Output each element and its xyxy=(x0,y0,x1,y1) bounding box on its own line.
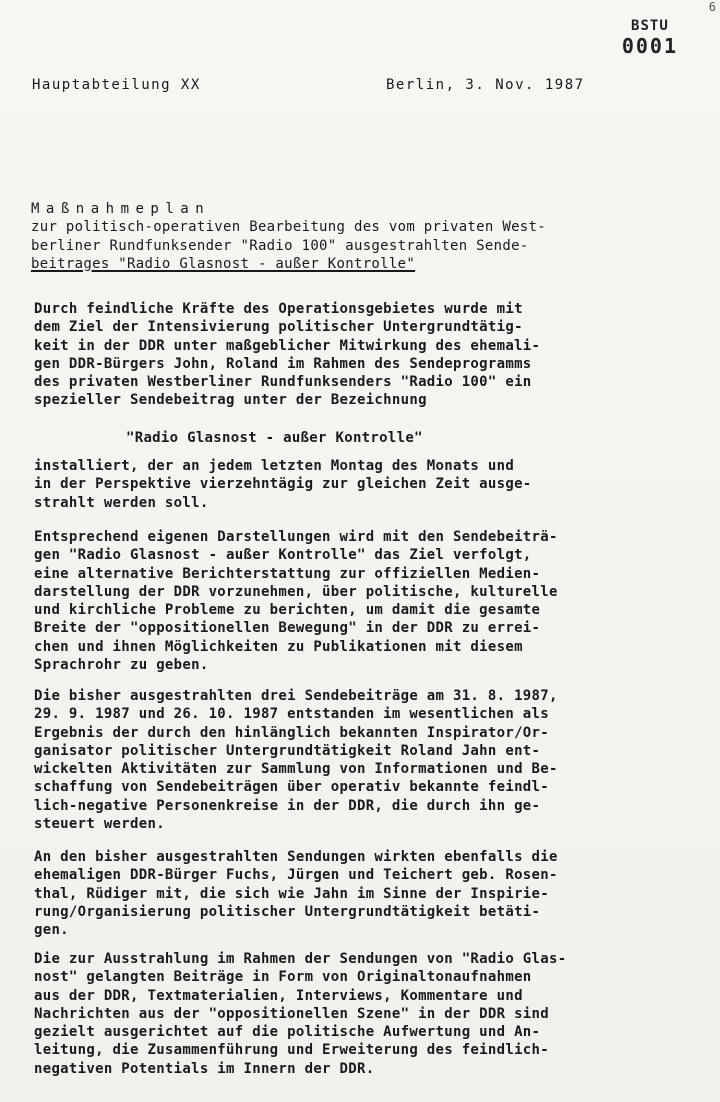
title-heading: Maßnahmeplan xyxy=(31,201,211,217)
text-line: Die zur Ausstrahlung im Rahmen der Sendungen von "Radio Glas- xyxy=(34,951,567,967)
stamp-archive: BSTU xyxy=(631,18,669,34)
title-line: berliner Rundfunksender "Radio 100" ausgestrahlten Sende- xyxy=(31,237,529,254)
text-line: installiert, der an jedem letzten Montag des Monats und xyxy=(34,458,515,474)
text-line: leitung, die Zusammenführung und Erweiterung des feindlich- xyxy=(34,1042,549,1059)
text-line: des privaten Westberliner Rundfunksenders "Radio 100" ein xyxy=(34,374,532,391)
text-line: Breite der "oppositionellen Bewegung" in der DDR zu errei- xyxy=(34,620,541,637)
title-line: beitrages "Radio Glasnost - außer Kontrolle" xyxy=(31,255,416,272)
text-line: Nachrichten aus der "oppositionellen Szene" in der DDR sind xyxy=(34,1005,549,1022)
text-line: strahlt werden soll. xyxy=(34,494,209,511)
quoted-title: "Radio Glasnost - außer Kontrolle" xyxy=(126,430,423,446)
text-line: 29. 9. 1987 und 26. 10. 1987 entstanden im wesentlichen als xyxy=(34,706,549,723)
text-line: wickelten Aktivitäten zur Sammlung von Informationen und Be- xyxy=(34,761,558,778)
paragraph-1 xyxy=(34,300,694,410)
paragraph-4 xyxy=(34,687,694,833)
text-line: gen "Radio Glasnost - außer Kontrolle" das Ziel verfolgt, xyxy=(34,547,532,564)
text-line: keit in der DDR unter maßgeblicher Mitwirkung des ehemali- xyxy=(34,337,541,354)
text-line: nost" gelangten Beiträge in Form von Originaltonaufnahmen xyxy=(34,969,532,986)
title-line: zur politisch-operativen Bearbeitung des vom privaten West- xyxy=(31,219,546,236)
text-line: An den bisher ausgestrahlten Sendungen wirkten ebenfalls die xyxy=(34,849,558,865)
text-line: aus der DDR, Textmaterialien, Interviews, Kommentare und xyxy=(34,987,523,1004)
paragraph-6 xyxy=(34,950,694,1078)
text-line: lich-negative Personenkreise in der DDR, die durch ihn ge- xyxy=(34,797,541,814)
text-line: gen. xyxy=(34,922,69,939)
text-line: rung/Organisierung politischer Untergrundtätigkeit betäti- xyxy=(34,903,541,920)
paragraph-3 xyxy=(34,528,694,674)
text-line: ehemaligen DDR-Bürger Fuchs, Jürgen und Teichert geb. Rosen- xyxy=(34,867,558,884)
text-line: Ergebnis der durch den hinlänglich bekannten Inspirator/Or- xyxy=(34,724,549,741)
text-line: in der Perspektive vierzehntägig zur gleichen Zeit ausge- xyxy=(34,476,532,493)
text-line: ganisator politischer Untergrundtätigkeit Roland Jahn ent- xyxy=(34,742,541,759)
document-title xyxy=(31,200,691,273)
text-line: darstellung der DDR vorzunehmen, über politische, kulturelle xyxy=(34,583,558,600)
place-date: Berlin, 3. Nov. 1987 xyxy=(386,77,585,93)
text-line: spezieller Sendebeitrag unter der Bezeichnung xyxy=(34,392,427,409)
archive-stamp xyxy=(622,18,678,58)
text-line: schaffung von Sendebeiträgen über operativ bekannte feindl- xyxy=(34,779,549,796)
text-line: gen DDR-Bürgers John, Roland im Rahmen des Sendeprogramms xyxy=(34,355,532,372)
text-line: Die bisher ausgestrahlten drei Sendebeiträge am 31. 8. 1987, xyxy=(34,688,558,704)
text-line: steuert werden. xyxy=(34,816,165,833)
paragraph-2 xyxy=(34,457,694,512)
text-line: Entsprechend eigenen Darstellungen wird mit den Sendebeiträ- xyxy=(34,529,558,545)
text-line: Durch feindliche Kräfte des Operationsgebietes wurde mit xyxy=(34,301,523,317)
paragraph-5 xyxy=(34,848,694,939)
text-line: und kirchliche Probleme zu berichten, um damit die gesamte xyxy=(34,602,541,619)
stamp-number: 0001 xyxy=(621,34,678,58)
department-header: Hauptabteilung XX xyxy=(32,77,201,93)
text-line: Sprachrohr zu geben. xyxy=(34,657,209,674)
corner-mark: 6 xyxy=(708,0,716,14)
text-line: thal, Rüdiger mit, die sich wie Jahn im Sinne der Inspirie- xyxy=(34,885,549,902)
text-line: eine alternative Berichterstattung zur offiziellen Medien- xyxy=(34,565,541,582)
text-line: chen und ihnen Möglichkeiten zu Publikationen mit diesem xyxy=(34,638,523,655)
text-line: gezielt ausgerichtet auf die politische Aufwertung und An- xyxy=(34,1024,541,1041)
text-line: dem Ziel der Intensivierung politischer Untergrundtätig- xyxy=(34,319,523,336)
text-line: negativen Potentials im Innern der DDR. xyxy=(34,1060,375,1077)
